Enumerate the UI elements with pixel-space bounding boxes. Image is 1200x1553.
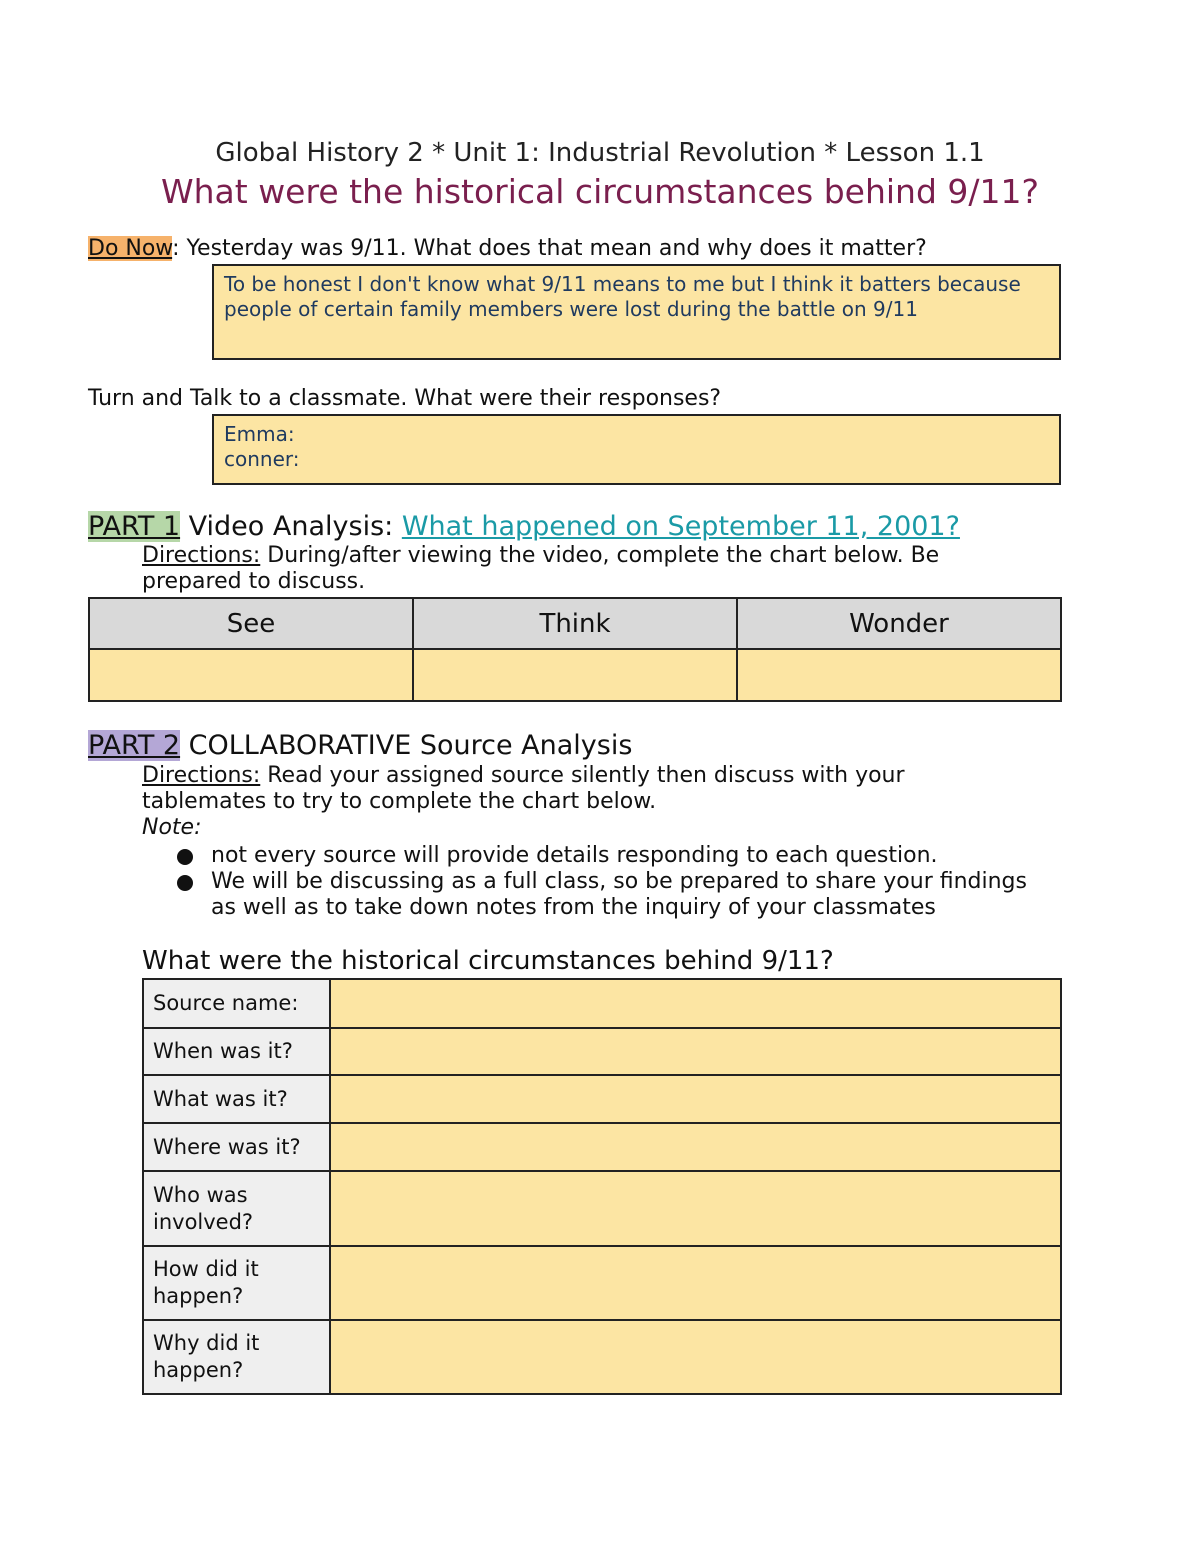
part2-directions-label: Directions: [142, 763, 261, 788]
part1-heading [88, 511, 960, 542]
row-label: What was it? [143, 1075, 330, 1123]
response-emma: Emma: [224, 422, 295, 446]
part2-label: PART 2 [88, 730, 181, 761]
course-header: Global History 2 * Unit 1: Industrial Revolution * Lesson 1.1 [215, 138, 985, 168]
turn-talk-answer-box[interactable] [212, 414, 1061, 485]
part1-label: PART 1 [88, 511, 181, 542]
source-analysis-table [142, 978, 1062, 1395]
part1-directions-cont: prepared to discuss. [142, 569, 366, 594]
bullet-text: not every source will provide details responding to each question. [211, 843, 938, 868]
main-question-title: What were the historical circumstances behind 9/11? [161, 172, 1039, 211]
row-label: When was it? [143, 1028, 330, 1075]
do-now-label: Do Now [88, 236, 173, 261]
column-think: Think [413, 598, 737, 649]
row-label: Who was involved? [143, 1171, 330, 1246]
row-label: Why did it happen? [143, 1320, 330, 1394]
bullet-dot-icon [177, 849, 193, 865]
note-label: Note: [142, 815, 202, 840]
bullet-dot-icon [177, 875, 193, 891]
video-link[interactable]: What happened on September 11, 2001? [401, 511, 960, 542]
part1-directions-text: During/after viewing the video, complete the chart below. Be [260, 543, 940, 568]
part1-directions [142, 543, 939, 568]
part2-title: COLLABORATIVE Source Analysis [180, 730, 633, 761]
part1-title: Video Analysis: [180, 511, 402, 542]
when-cell[interactable] [330, 1028, 1061, 1075]
column-see: See [89, 598, 413, 649]
row-label: Source name: [143, 979, 330, 1028]
part2-directions [142, 763, 905, 788]
row-label: How did it happen? [143, 1246, 330, 1320]
see-answer-cell[interactable] [89, 649, 413, 701]
column-wonder: Wonder [737, 598, 1061, 649]
how-cell[interactable] [330, 1246, 1061, 1320]
where-cell[interactable] [330, 1123, 1061, 1171]
bullet-text: We will be discussing as a full class, so be prepared to share your findings as well as to take down notes from the inquiry of your classmates [211, 869, 1027, 920]
think-answer-cell[interactable] [413, 649, 737, 701]
source-name-cell[interactable] [330, 979, 1061, 1028]
who-cell[interactable] [330, 1171, 1061, 1246]
bullet-item [175, 843, 1035, 869]
what-cell[interactable] [330, 1075, 1061, 1123]
part2-directions-cont: tablemates to try to complete the chart below. [142, 789, 657, 814]
chart-question: What were the historical circumstances behind 9/11? [142, 946, 834, 976]
part2-directions-text: Read your assigned source silently then discuss with your [260, 763, 905, 788]
bullet-item [175, 869, 1035, 921]
part2-heading [88, 730, 632, 761]
turn-talk-prompt: Turn and Talk to a classmate. What were their responses? [88, 386, 722, 411]
see-think-wonder-table [88, 597, 1062, 702]
note-bullets [175, 843, 1035, 921]
row-label: Where was it? [143, 1123, 330, 1171]
do-now-line [88, 236, 927, 261]
why-cell[interactable] [330, 1320, 1061, 1394]
do-now-answer-box[interactable] [212, 264, 1061, 360]
do-now-prompt: : Yesterday was 9/11. What does that mean and why does it matter? [172, 236, 927, 261]
response-conner: conner: [224, 447, 300, 471]
wonder-answer-cell[interactable] [737, 649, 1061, 701]
do-now-answer-text: To be honest I don't know what 9/11 means to me but I think it batters because people of certain family members were lost during the battle on 9/11 [224, 272, 1021, 321]
part1-directions-label: Directions: [142, 543, 261, 568]
